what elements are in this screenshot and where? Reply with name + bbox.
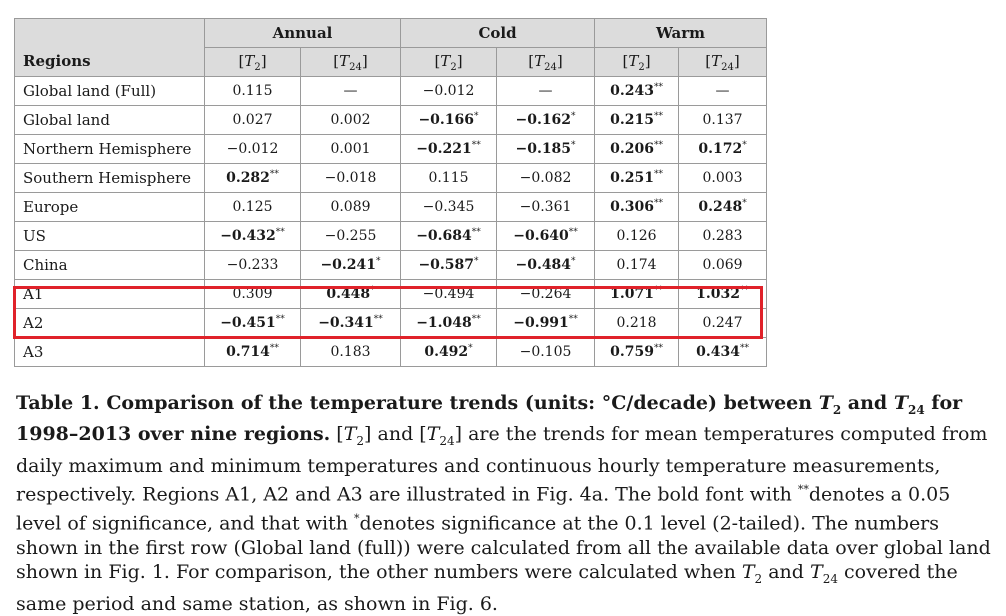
trend-value: 0.247 [702,315,743,331]
significance-marker: * [742,198,747,209]
trend-value: 0.125 [232,199,273,215]
value-cell [401,164,497,193]
trend-value: −0.361 [519,199,572,215]
caption-body-2: ] and [ [364,423,427,446]
trend-value: 0.001 [330,141,371,157]
value-cell [205,309,301,338]
value-cell [679,77,767,106]
value-cell [401,280,497,309]
subcolumn-header: $[T_{24}]$ [679,48,767,77]
caption-body-t2-base: T [343,423,357,446]
group-header-cold: Cold [401,19,595,48]
caption-body-t24-base-2: T [810,561,823,584]
trend-value: 0.434 [696,344,740,360]
value-cell [401,77,497,106]
table-row [15,135,767,164]
value-cell [497,338,595,367]
value-cell [301,222,401,251]
value-cell [679,135,767,164]
caption-body-t24-sub: 24 [439,434,455,449]
value-cell [679,222,767,251]
region-cell: Northern Hemisphere [15,135,205,164]
value-cell [301,280,401,309]
value-cell [497,164,595,193]
table-row [15,193,767,222]
value-cell [205,106,301,135]
trend-value: 0.283 [702,228,743,244]
trend-value: −0.684 [416,228,472,244]
significance-marker: * [474,111,479,122]
significance-marker: * [571,256,576,267]
value-cell [497,77,595,106]
significance-marker: * [571,140,576,151]
trend-value: −0.264 [519,286,572,302]
region-cell: Southern Hemisphere [15,164,205,193]
trend-value: −0.432 [220,228,276,244]
value-cell [595,251,679,280]
caption-body-t2-sub-2: 2 [754,572,763,587]
header-group-row [15,19,767,48]
significance-marker: ** [739,285,749,296]
region-cell: China [15,251,205,280]
trend-value: 0.115 [428,170,469,186]
trend-value: −0.255 [324,228,377,244]
significance-marker: ** [275,227,285,238]
caption-body-3: ] are the trends for mean temperatures computed from daily maximum and minimum temperatures and continuous hourly temperature measurements, respectively. Regions A1, A2 and A3 are illustrated in Fig. 4a. The bold font with [16,423,988,506]
caption-t24-base: T [893,392,908,414]
value-cell [301,164,401,193]
trend-value: −0.233 [226,257,279,273]
significance-marker: * [468,343,473,354]
trend-value: 0.089 [330,199,371,215]
trend-value: −0.640 [513,228,569,244]
significance-marker: * [376,256,381,267]
value-cell [205,135,301,164]
value-cell [401,135,497,164]
significance-marker: * [370,285,375,296]
region-cell: Global land [15,106,205,135]
table-caption [16,391,1001,616]
trend-value: 0.243 [610,83,654,99]
trend-value: 0.492 [424,344,469,360]
trend-value: 0.137 [702,112,743,128]
significance-marker: * [571,111,576,122]
value-cell [301,77,401,106]
trend-value: 0.448 [326,286,371,302]
caption-title-part-a: Comparison of the temperature trends (units: °C/decade) between [106,392,819,414]
value-cell [401,309,497,338]
trend-value: 0.174 [616,257,657,273]
table-row [15,251,767,280]
value-cell [679,193,767,222]
significance-marker: ** [653,198,663,209]
significance-marker: ** [373,314,383,325]
value-cell [205,77,301,106]
trend-value: −0.484 [515,257,572,273]
regions-header: Regions [15,19,205,77]
value-cell [401,251,497,280]
value-cell [301,135,401,164]
region-cell: A3 [15,338,205,367]
value-cell [595,77,679,106]
region-cell: Europe [15,193,205,222]
caption-body-4: denotes a 0.05 level of significance, and that with [16,483,951,535]
value-cell [301,338,401,367]
significance-marker: ** [269,169,279,180]
trend-value: −0.587 [418,257,475,273]
significance-marker: ** [471,227,481,238]
trend-value: 0.206 [610,141,654,157]
value-cell [595,338,679,367]
value-cell [595,193,679,222]
value-cell [595,309,679,338]
value-cell [205,164,301,193]
significance-marker: * [742,140,747,151]
value-cell [595,222,679,251]
trend-value: 1.032 [696,286,740,302]
trend-value: 0.309 [232,286,273,302]
trend-value: −0.221 [416,141,472,157]
trend-value: 0.183 [330,344,371,360]
value-cell [497,106,595,135]
trend-value: −1.048 [416,315,472,331]
table-row [15,164,767,193]
caption-body-t2-sub: 2 [356,434,365,449]
significance-marker: ** [568,314,578,325]
value-cell [679,251,767,280]
trend-value: 0.115 [232,83,273,99]
trend-value: 0.215 [610,112,654,128]
temperature-trends-table [14,18,767,367]
caption-t2-base: T [818,392,833,414]
table-row [15,222,767,251]
region-cell: A1 [15,280,205,309]
value-cell [497,309,595,338]
significance-marker: ** [471,140,481,151]
value-cell [401,222,497,251]
trend-value: −0.341 [318,315,374,331]
caption-sig-single: * [353,511,360,525]
trend-value: 0.306 [610,199,654,215]
caption-body-5: denotes significance at the 0.1 level (2-tailed). The numbers shown in the first row (Global land (full)) were calculated from all the available data over global land shown in Fig. 1. For comparison, the other numbers were calculated when [16,512,991,584]
table-row [15,309,767,338]
trend-value: 0.002 [330,112,371,128]
trend-value: — [538,83,553,99]
value-cell [679,106,767,135]
significance-marker: ** [275,314,285,325]
caption-and: and [841,392,894,414]
significance-marker: ** [568,227,578,238]
caption-body-7: covered the same period and same station, as shown in Fig. 6. [16,561,958,615]
trend-value: 0.172 [698,141,743,157]
caption-t2-sub: 2 [832,402,842,417]
significance-marker: ** [653,285,663,296]
significance-marker: ** [653,140,663,151]
trend-value: 0.282 [226,170,270,186]
trend-value: −0.012 [422,83,475,99]
value-cell [497,280,595,309]
value-cell [401,106,497,135]
trend-value: — [715,83,730,99]
trend-value: −0.166 [418,112,475,128]
value-cell [205,222,301,251]
significance-marker: ** [269,343,279,354]
results-table-container [14,18,766,367]
value-cell [205,193,301,222]
significance-marker: ** [471,314,481,325]
value-cell [205,251,301,280]
table-row [15,77,767,106]
region-cell: A2 [15,309,205,338]
trend-value: 0.248 [698,199,743,215]
value-cell [301,251,401,280]
value-cell [679,164,767,193]
trend-value: 1.071 [610,286,654,302]
caption-sig-double: ** [797,483,809,497]
value-cell [497,135,595,164]
value-cell [301,193,401,222]
caption-body-t2-base-2: T [741,561,755,584]
significance-marker: ** [653,343,663,354]
trend-value: −0.185 [515,141,572,157]
group-header-annual: Annual [205,19,401,48]
subcolumn-header: $[T_2]$ [401,48,497,77]
subcolumn-header: $[T_2]$ [595,48,679,77]
value-cell [679,309,767,338]
table-body [15,77,767,367]
trend-value: −0.345 [422,199,475,215]
value-cell [595,280,679,309]
table-row [15,338,767,367]
value-cell [401,193,497,222]
trend-value: −0.105 [519,344,572,360]
value-cell [401,338,497,367]
group-header-warm: Warm [595,19,767,48]
caption-body-6: and [762,561,810,584]
table-row [15,106,767,135]
subcolumn-header: $[T_{24}]$ [301,48,401,77]
subcolumn-header: $[T_2]$ [205,48,301,77]
value-cell [595,106,679,135]
value-cell [301,309,401,338]
subcolumn-header: $[T_{24}]$ [497,48,595,77]
trend-value: 0.003 [702,170,743,186]
caption-t24-sub: 24 [907,402,925,417]
trend-value: −0.018 [324,170,377,186]
trend-value: −0.162 [515,112,572,128]
value-cell [595,135,679,164]
caption-label: Table 1. [16,392,100,414]
value-cell [497,193,595,222]
trend-value: 0.251 [610,170,654,186]
region-cell: Global land (Full) [15,77,205,106]
table-row [15,280,767,309]
caption-body-t24-sub-2: 24 [822,572,838,587]
significance-marker: * [474,256,479,267]
significance-marker: ** [653,169,663,180]
caption-body-t24-base: T [426,423,440,446]
trend-value: 0.759 [610,344,654,360]
caption-title-part-b: for 1998–2013 over nine regions. [16,392,963,446]
trend-value: — [343,83,358,99]
value-cell [679,280,767,309]
trend-value: −0.494 [422,286,475,302]
trend-value: 0.069 [702,257,743,273]
value-cell [679,338,767,367]
trend-value: −0.241 [320,257,377,273]
trend-value: −0.012 [226,141,279,157]
trend-value: 0.714 [226,344,270,360]
value-cell [205,280,301,309]
significance-marker: ** [739,343,749,354]
trend-value: −0.451 [220,315,276,331]
value-cell [301,106,401,135]
caption-body-1: [ [330,423,344,446]
trend-value: 0.027 [232,112,273,128]
significance-marker: ** [653,82,663,93]
trend-value: −0.991 [513,315,569,331]
trend-value: −0.082 [519,170,572,186]
region-cell: US [15,222,205,251]
value-cell [497,222,595,251]
significance-marker: ** [653,111,663,122]
trend-value: 0.218 [616,315,657,331]
trend-value: 0.126 [616,228,657,244]
value-cell [595,164,679,193]
value-cell [205,338,301,367]
value-cell [497,251,595,280]
